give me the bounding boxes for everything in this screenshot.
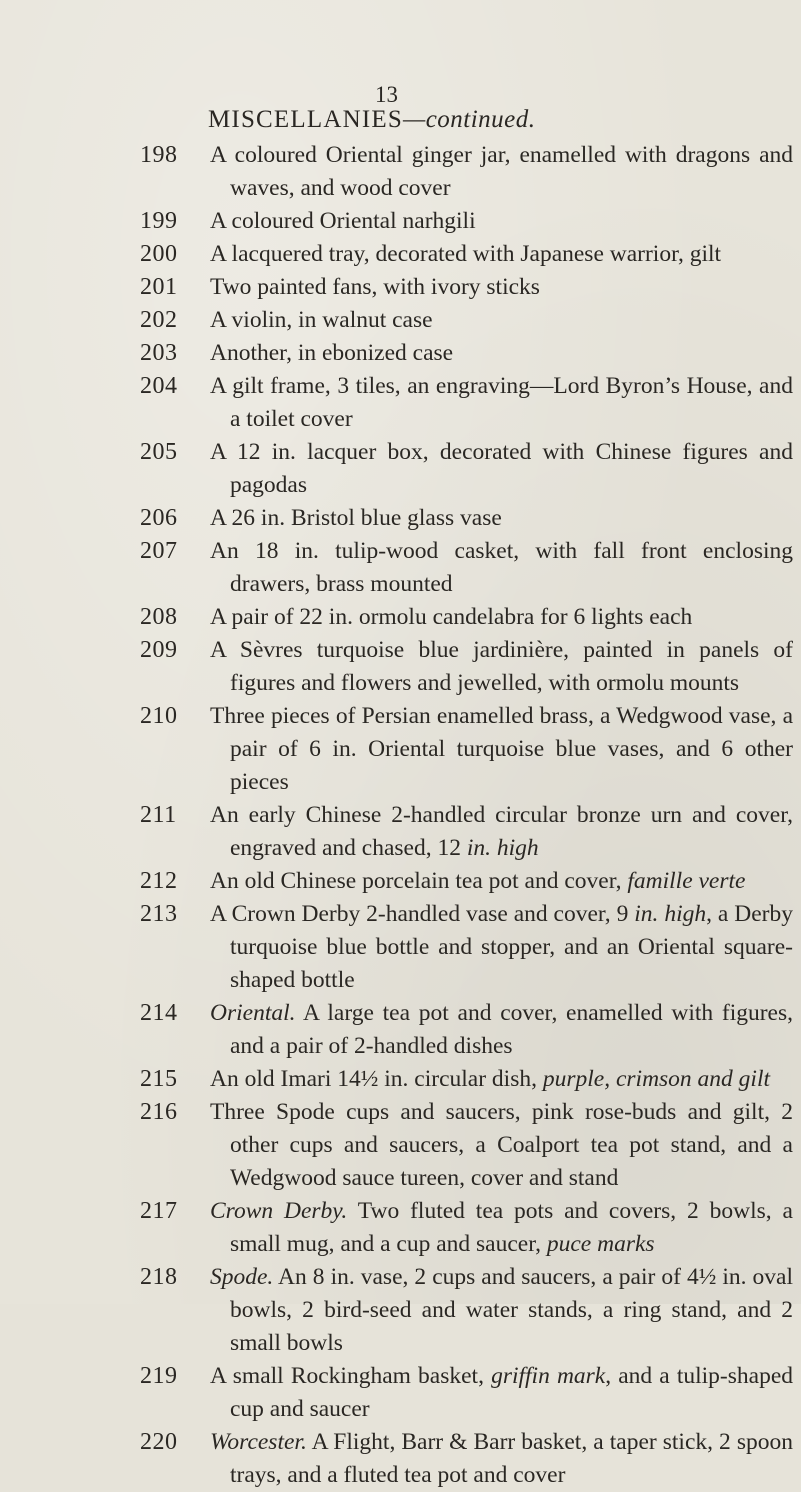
lot-number: 206 <box>140 505 178 531</box>
lot-description: A gilt frame, 3 tiles, an engraving—Lord Byron’s House, and a toilet cover <box>210 373 793 432</box>
lot-218 <box>0 1261 801 1360</box>
lot-number: 202 <box>140 307 178 333</box>
page-number: 13 <box>375 82 398 107</box>
lot-number: 199 <box>140 208 178 234</box>
section-heading <box>208 106 536 134</box>
lot-description: A coloured Oriental ginger jar, enamelled with dragons and waves, and wood cover <box>210 142 793 201</box>
lot-description: Three pieces of Persian enamelled brass, a Wedgwood vase, a pair of 6 in. Oriental turquoise blue vases, and 6 other pieces <box>210 703 793 795</box>
lot-216 <box>0 1096 801 1195</box>
lot-number: 208 <box>140 604 178 630</box>
lot-number: 217 <box>140 1198 178 1224</box>
section-heading-title: MISCELLANIES <box>208 106 403 133</box>
lot-description: An early Chinese 2-handled circular bronze urn and cover, engraved and chased, 12 in. high <box>210 802 793 861</box>
lot-list <box>0 139 801 1492</box>
lot-description: A 12 in. lacquer box, decorated with Chinese figures and pagodas <box>210 439 793 498</box>
lot-206 <box>0 502 801 535</box>
lot-description: An 18 in. tulip-wood casket, with fall front enclosing drawers, brass mounted <box>210 538 793 597</box>
lot-number: 210 <box>140 703 178 729</box>
lot-description: Worcester. A Flight, Barr & Barr basket, a taper stick, 2 spoon trays, and a fluted tea pot and cover <box>210 1429 793 1488</box>
lot-description: A coloured Oriental narhgili <box>210 208 476 234</box>
lot-204 <box>0 370 801 436</box>
lot-description: A violin, in walnut case <box>210 307 433 333</box>
lot-number: 216 <box>140 1099 178 1125</box>
lot-number: 212 <box>140 868 178 894</box>
lot-number: 219 <box>140 1363 178 1389</box>
lot-number: 211 <box>140 802 177 828</box>
lot-number: 209 <box>140 637 178 663</box>
lot-description: A pair of 22 in. ormolu candelabra for 6 lights each <box>210 604 693 630</box>
lot-number: 215 <box>140 1066 178 1092</box>
lot-212 <box>0 865 801 898</box>
lot-215 <box>0 1063 801 1096</box>
lot-description: A small Rockingham basket, griffin mark, and a tulip-shaped cup and saucer <box>210 1363 794 1422</box>
lot-number: 200 <box>140 241 178 267</box>
lot-number: 218 <box>140 1264 178 1290</box>
lot-description: An old Chinese porcelain tea pot and cover, famille verte <box>210 868 746 894</box>
lot-number: 220 <box>140 1429 178 1455</box>
section-heading-continued: —continued. <box>402 106 536 133</box>
lot-description: An old Imari 14½ in. circular dish, purple, crimson and gilt <box>210 1066 771 1092</box>
lot-description: A lacquered tray, decorated with Japanese warrior, gilt <box>210 241 722 267</box>
lot-207 <box>0 535 801 601</box>
lot-219 <box>0 1360 801 1426</box>
lot-number: 198 <box>140 142 178 168</box>
lot-number: 203 <box>140 340 178 366</box>
lot-description: A Crown Derby 2-handled vase and cover, 9 in. high, a Derby turquoise blue bottle and stopper, and an Oriental square-shaped bottle <box>210 901 793 993</box>
lot-description: A 26 in. Bristol blue glass vase <box>210 505 502 531</box>
lot-number: 214 <box>140 1000 178 1026</box>
lot-200 <box>0 238 801 271</box>
lot-number: 204 <box>140 373 178 399</box>
lot-description: Spode. An 8 in. vase, 2 cups and saucers, a pair of 4½ in. oval bowls, 2 bird-seed and water stands, a ring stand, and 2 small bowls <box>210 1264 793 1356</box>
lot-number: 205 <box>140 439 178 465</box>
lot-description: Crown Derby. Two fluted tea pots and covers, 2 bowls, a small mug, and a cup and saucer, puce marks <box>210 1198 793 1257</box>
lot-201 <box>0 271 801 304</box>
lot-199 <box>0 205 801 238</box>
lot-description: Three Spode cups and saucers, pink rose-buds and gilt, 2 other cups and saucers, a Coalport tea pot stand, and a Wedgwood sauce tureen, cover and stand <box>210 1099 793 1191</box>
lot-217 <box>0 1195 801 1261</box>
lot-number: 201 <box>140 274 178 300</box>
lot-198 <box>0 139 801 205</box>
lot-205 <box>0 436 801 502</box>
lot-210 <box>0 700 801 799</box>
lot-203 <box>0 337 801 370</box>
lot-213 <box>0 898 801 997</box>
lot-220 <box>0 1426 801 1492</box>
lot-214 <box>0 997 801 1063</box>
lot-208 <box>0 601 801 634</box>
lot-description: Another, in ebonized case <box>210 340 454 366</box>
lot-209 <box>0 634 801 700</box>
lot-description: A Sèvres turquoise blue jardinière, painted in panels of figures and flowers and jewelled, with ormolu mounts <box>210 637 793 696</box>
lot-description: Two painted fans, with ivory sticks <box>210 274 540 300</box>
lot-description: Oriental. A large tea pot and cover, enamelled with figures, and a pair of 2-handled dishes <box>210 1000 793 1059</box>
lot-number: 213 <box>140 901 178 927</box>
lot-202 <box>0 304 801 337</box>
lot-number: 207 <box>140 538 178 564</box>
lot-211 <box>0 799 801 865</box>
